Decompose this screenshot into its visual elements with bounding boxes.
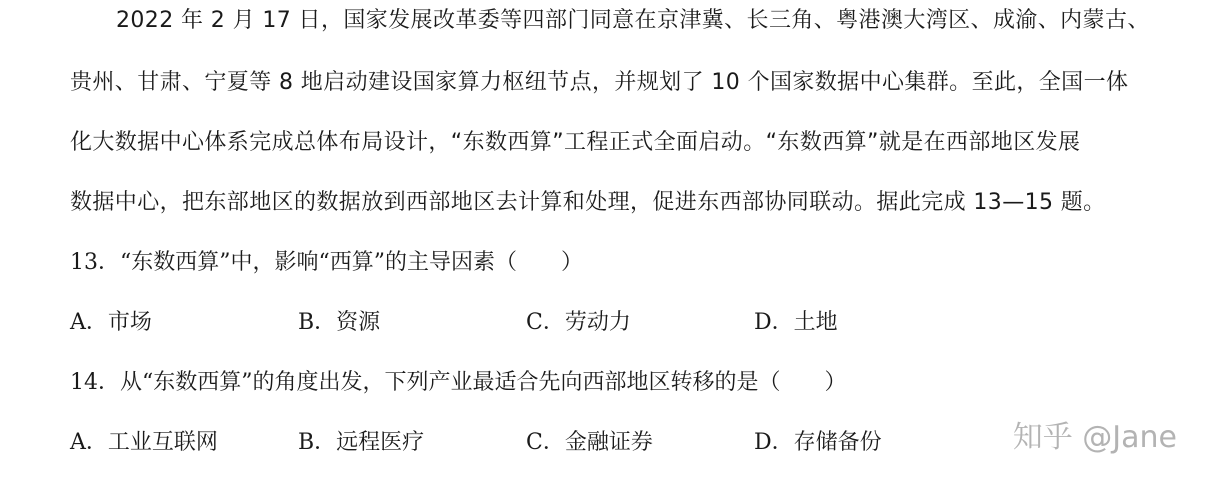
passage-line-1: 2022 年 2 月 17 日，国家发展改革委等四部门同意在京津冀、长三角、粤港澳大湾区、成渝、内蒙古、: [116, 8, 1150, 33]
question-14-stem: 14．从“东数西算”的角度出发，下列产业最适合先向西部地区转移的是（ ）: [70, 370, 847, 395]
passage-line-2: 贵州、甘肃、宁夏等 8 地启动建设国家算力枢纽节点，并规划了 10 个国家数据中心集群。至此，全国一体: [70, 70, 1129, 95]
question-13-option-c: C．劳动力: [526, 310, 631, 335]
question-13-stem: 13．“东数西算”中，影响“西算”的主导因素（ ）: [70, 250, 583, 275]
question-13-option-b: B．资源: [298, 310, 381, 335]
passage-line-4: 数据中心，把东部地区的数据放到西部地区去计算和处理，促进东西部协同联动。据此完成 13—15 题。: [70, 190, 1106, 215]
question-13-option-d: D．土地: [754, 310, 838, 335]
question-14-option-b: B．远程医疗: [298, 430, 425, 455]
question-14-option-d: D．存储备份: [754, 430, 882, 455]
question-14-option-c: C．金融证券: [526, 430, 653, 455]
passage-line-3: 化大数据中心体系完成总体布局设计，“东数西算”工程正式全面启动。“东数西算”就是在西部地区发展: [70, 130, 1081, 155]
question-14-option-a: A．工业互联网: [70, 430, 218, 455]
zhihu-watermark: 知乎 @Jane: [1012, 420, 1177, 455]
question-13-option-a: A．市场: [70, 310, 152, 335]
